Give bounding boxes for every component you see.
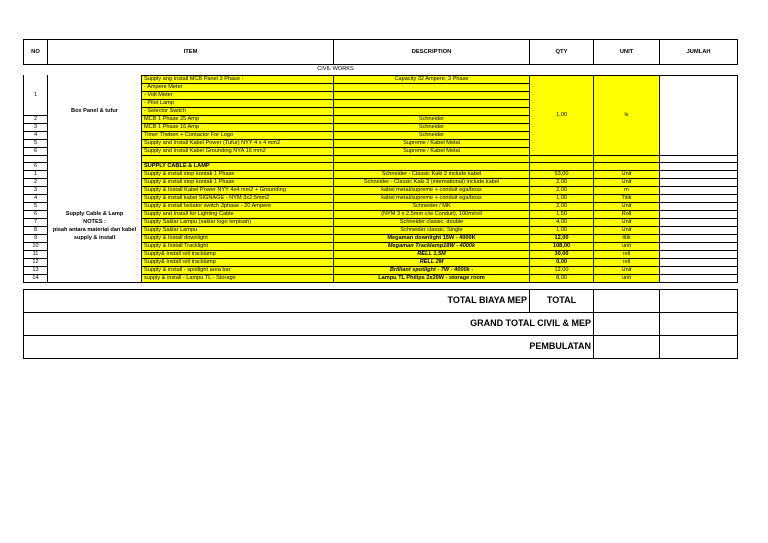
table-row [24,186,738,194]
qty-cell: 1,00 [530,226,594,234]
grand-total-row [24,312,738,335]
row-number: 9 [24,234,48,242]
table-row [24,234,738,242]
unit-cell: Unit [594,218,660,226]
table-row [24,194,738,202]
item-cell: - Pilot Lamp [142,99,334,107]
item-cell: Supply & install kabel SIGNAGE - NYM 3x2.5mm2 [142,194,334,202]
row-number: 7 [24,218,48,226]
item-cell: Supply Saklar Lampu [142,226,334,234]
item-cell: Supply & Install downlight [142,234,334,242]
desc-cell: Schneider [334,115,530,123]
group-label-panel: Box Panel & tufur [48,107,142,115]
table-row [24,75,738,83]
group-notes: NOTES : [48,218,142,226]
item-cell: Supply Saklar Lampu (saklar logo terpisah) [142,218,334,226]
spreadsheet [23,39,737,359]
qty-cell: 4,00 [530,218,594,226]
row-number: 4 [24,131,48,139]
table-row [24,218,738,226]
item-cell: Timer Theben + Contactor For Logo [142,131,334,139]
section-header-cable: SUPPLY CABLE & LAMP [142,162,334,170]
item-cell: Supply and Install Kabel Grounding NYA 16 mm2 [142,147,334,155]
qty-cell: 2,00 [530,186,594,194]
unit-cell: unit [594,274,660,282]
table-row [24,202,738,210]
table-row [24,226,738,234]
desc-cell: Lampu TL Philips 2x20W - storage room [334,274,530,282]
desc-cell: Schneider / MK [334,202,530,210]
row-number: 6 [24,147,48,155]
desc-cell: Schneider [334,123,530,131]
section-row [24,65,738,76]
item-cell: Supply& Install rell tracklamp [142,250,334,258]
header-item: ITEM [48,40,334,65]
desc-cell: Schneider - Classic Kaki 2 include kabel [334,170,530,178]
qty-cell: 2,00 [530,202,594,210]
desc-cell: kabel metal/supreme + conduit ega/boss [334,186,530,194]
row-number: 5 [24,202,48,210]
qty-cell: 12,00 [530,266,594,274]
item-cell: Supply and Install Kabel Power (Tufur) NYY 4 x 4 mm2 [142,139,334,147]
item-cell: - Ampere Meter [142,83,334,91]
table-row [24,170,738,178]
qty-cell: 1,00 [530,75,594,155]
row-number: 4 [24,194,48,202]
table-row [24,162,738,170]
header-no: NO [24,40,48,65]
unit-cell: Unit [594,170,660,178]
unit-cell: Unit [594,178,660,186]
qty-cell: 30,00 [530,250,594,258]
desc-cell: Brilliant spotlight - 7W - 4000k - [334,266,530,274]
qty-cell: 8,00 [530,274,594,282]
unit-cell: Titik [594,194,660,202]
pembulatan-row [24,335,738,358]
item-cell: Supply & Install Kabel Power NYY 4x4 mm2 + Grounding [142,186,334,194]
group-note-text-2: supply & install [48,234,142,242]
item-cell: Supply & install Isolator switch 3phase - 20 Ampere [142,202,334,210]
row-number: 2 [24,115,48,123]
item-cell: MCB 1 Phase 16 Amp [142,123,334,131]
desc-cell: Schneider classic. Single [334,226,530,234]
item-cell: supply & install - Lampu TL - Storage [142,274,334,282]
unit-cell: m [594,186,660,194]
qty-cell: 0,00 [530,258,594,266]
item-cell: Supply ang Install MCB Panel 3 Phase : [142,75,334,83]
row-number: 6 [24,162,48,170]
unit-cell: ls [594,75,660,155]
qty-cell: 108,00 [530,242,594,250]
total-label: TOTAL [530,289,594,312]
header-unit: UNIT [594,40,660,65]
table-row [24,242,738,250]
item-cell: Supply & Install Tracklight [142,242,334,250]
grand-total-label: GRAND TOTAL CIVIL & MEP [24,312,594,335]
desc-cell: Megaman Tracklamp18W - 4000k [334,242,530,250]
item-cell: MCB 1 Phase 25 Amp [142,115,334,123]
item-cell: - Selector Switch [142,107,334,115]
desc-cell: (NYM 3 x 2,5mm c/w Conduit), 100m/roll [334,210,530,218]
qty-cell: 12,00 [530,234,594,242]
desc-cell: Supreme / Kabel Metal [334,139,530,147]
unit-cell: Roll [594,210,660,218]
boq-table [23,39,738,359]
table-row [24,258,738,266]
row-number: 14 [24,274,48,282]
row-number: 6 [24,210,48,218]
desc-cell: RELL 2M [334,258,530,266]
item-cell: Supply and Install for Lighting Cable [142,210,334,218]
group-label-cable: Supply Cable & Lamp [48,210,142,218]
unit-cell: rell [594,250,660,258]
row-number: 1 [24,170,48,178]
row-number: 1 [24,91,48,99]
unit-cell: Unit [594,226,660,234]
item-cell: Supply & install - spotlight area bar [142,266,334,274]
header-description: DESCRIPTION [334,40,530,65]
desc-cell: Megaman downlight 15W - 4000K [334,234,530,242]
row-number: 13 [24,266,48,274]
table-row [24,266,738,274]
item-cell: Supply & install stop kontak 1 Phase [142,178,334,186]
row-number: 2 [24,178,48,186]
desc-cell: Capacity 32 Ampere, 3 Phase [334,75,530,83]
desc-cell: Schneider - Classic Kaki 3 (international) include kabel [334,178,530,186]
unit-cell: rell [594,258,660,266]
section-title: CIVIL WORKS [317,66,354,73]
row-number: 11 [24,250,48,258]
desc-cell: Schneider classic. double [334,218,530,226]
row-number: 10 [24,242,48,250]
item-cell: Supply& Install rell tracklamp [142,258,334,266]
desc-cell: Supreme / Kabel Metal [334,147,530,155]
row-number: 3 [24,186,48,194]
table-row [24,178,738,186]
qty-cell: 1,50 [530,210,594,218]
header-jumlah: JUMLAH [660,40,738,65]
total-biaya-row [24,289,738,312]
desc-cell: kabel metal/supreme + conduit ega/boss [334,194,530,202]
group-note-text: pisah antara material dan kabel [48,226,142,234]
header-qty: QTY [530,40,594,65]
table-row [24,274,738,282]
unit-cell: Unit [594,202,660,210]
desc-cell: RELL 1,5M [334,250,530,258]
row-number: 3 [24,123,48,131]
row-number: 5 [24,139,48,147]
row-number: 12 [24,258,48,266]
desc-cell: Schneider [334,131,530,139]
qty-cell: 2,00 [530,178,594,186]
table-row [24,210,738,218]
item-cell: - Volt Meter [142,91,334,99]
qty-cell: 1,00 [530,194,594,202]
row-number: 8 [24,226,48,234]
total-biaya-mep-label: TOTAL BIAYA MEP [24,289,530,312]
item-cell: Supply & install stop kontak 1 Phase [142,170,334,178]
unit-cell: titik [594,234,660,242]
qty-cell: 53,00 [530,170,594,178]
unit-cell: unit [594,242,660,250]
pembulatan-label: PEMBULATAN [24,335,594,358]
unit-cell: Unit [594,266,660,274]
table-row [24,250,738,258]
header-row [24,40,738,65]
